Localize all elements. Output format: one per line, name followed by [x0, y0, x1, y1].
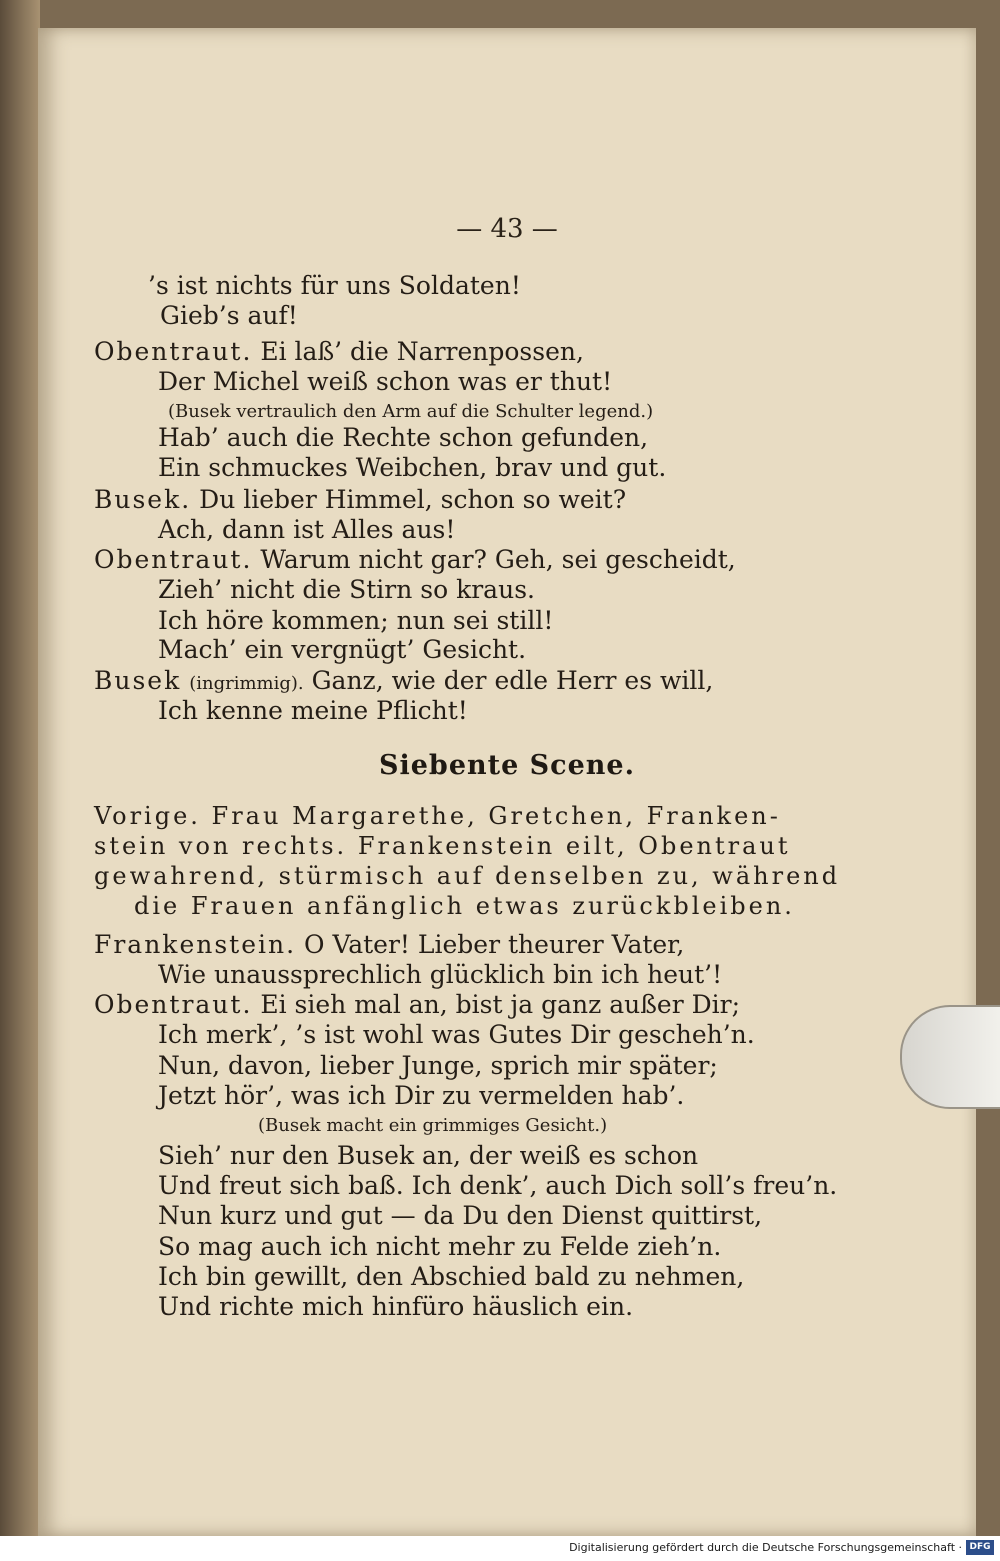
dialogue-text: Ei laß’ die Narrenpossen,	[260, 337, 584, 366]
text-line: ’s ist nichts für uns Soldaten!	[148, 271, 521, 300]
dialogue-line	[94, 990, 740, 1020]
dialogue-text: O Vater! Lieber theurer Vater,	[304, 930, 685, 959]
stage-direction: (Busek vertraulich den Arm auf die Schulter legend.)	[168, 401, 654, 422]
dialogue-line	[94, 485, 626, 515]
text-line: Sieh’ nur den Busek an, der weiß es schon	[158, 1141, 699, 1170]
dfg-logo: DFG	[966, 1540, 994, 1555]
text-line: Ach, dann ist Alles aus!	[158, 515, 456, 544]
text-line: Ich merk’, ’s ist wohl was Gutes Dir gescheh’n.	[158, 1020, 755, 1049]
dialogue-line	[94, 545, 736, 575]
text-line: Jetzt hör’, was ich Dir zu vermelden hab’.	[158, 1081, 685, 1110]
dialogue-text: Ganz, wie der edle Herr es will,	[311, 666, 714, 695]
dialogue-line	[94, 337, 584, 367]
text-line: Ich bin gewillt, den Abschied bald zu nehmen,	[158, 1262, 745, 1291]
text-line: Hab’ auch die Rechte schon gefunden,	[158, 423, 649, 452]
scene-description-line: gewahrend, stürmisch auf denselben zu, während	[94, 862, 841, 890]
dialogue-text: Ei sieh mal an, bist ja ganz außer Dir;	[260, 990, 741, 1019]
dialogue-line	[94, 930, 684, 960]
dialogue-line	[94, 666, 713, 699]
scene-description-line: die Frauen anfänglich etwas zurückbleiben.	[134, 892, 795, 920]
speaker-name: Obentraut.	[94, 990, 253, 1019]
page-number: — 43 —	[456, 214, 558, 244]
dialogue-text: Warum nicht gar? Geh, sei gescheidt,	[260, 545, 736, 574]
text-line: Gieb’s auf!	[160, 301, 298, 330]
text-line: Wie unaussprechlich glücklich bin ich heut’!	[158, 960, 723, 989]
text-line: Nun kurz und gut — da Du den Dienst quittirst,	[158, 1201, 763, 1230]
text-line: Ich höre kommen; nun sei still!	[158, 606, 554, 635]
scene-heading: Siebente Scene.	[379, 750, 635, 781]
speaker-name: Obentraut.	[94, 337, 253, 366]
page-clip-tab	[900, 1005, 1000, 1109]
dialogue-text: Du lieber Himmel, schon so weit?	[199, 485, 627, 514]
text-line: So mag auch ich nicht mehr zu Felde zieh’n.	[158, 1232, 722, 1261]
book-page	[38, 28, 976, 1536]
stage-direction: (Busek macht ein grimmiges Gesicht.)	[258, 1115, 608, 1136]
text-line: Ich kenne meine Pflicht!	[158, 696, 468, 725]
text-line: Nun, davon, lieber Junge, sprich mir später;	[158, 1051, 718, 1080]
footer-bar	[0, 1536, 1000, 1561]
text-line: Der Michel weiß schon was er thut!	[158, 367, 613, 396]
scene-description-line: Vorige. Frau Margarethe, Gretchen, Franken-	[94, 802, 781, 830]
text-line: Und freut sich baß. Ich denk’, auch Dich soll’s freu’n.	[158, 1171, 838, 1200]
text-line: Mach’ ein vergnügt’ Gesicht.	[158, 635, 527, 664]
speaker-name: Obentraut.	[94, 545, 253, 574]
stage-note: (ingrimmig).	[189, 673, 304, 694]
book-gutter-shadow	[0, 0, 40, 1561]
text-line: Zieh’ nicht die Stirn so kraus.	[158, 575, 535, 604]
speaker-name: Busek.	[94, 485, 192, 514]
speaker-name: Busek	[94, 666, 182, 695]
text-line: Ein schmuckes Weibchen, brav und gut.	[158, 453, 667, 482]
text-line: Und richte mich hinfüro häuslich ein.	[158, 1292, 634, 1321]
footer-credit: Digitalisierung gefördert durch die Deutsche Forschungsgemeinschaft ·	[569, 1541, 962, 1554]
speaker-name: Frankenstein.	[94, 930, 297, 959]
scene-description-line: stein von rechts. Frankenstein eilt, Obentraut	[94, 832, 791, 860]
